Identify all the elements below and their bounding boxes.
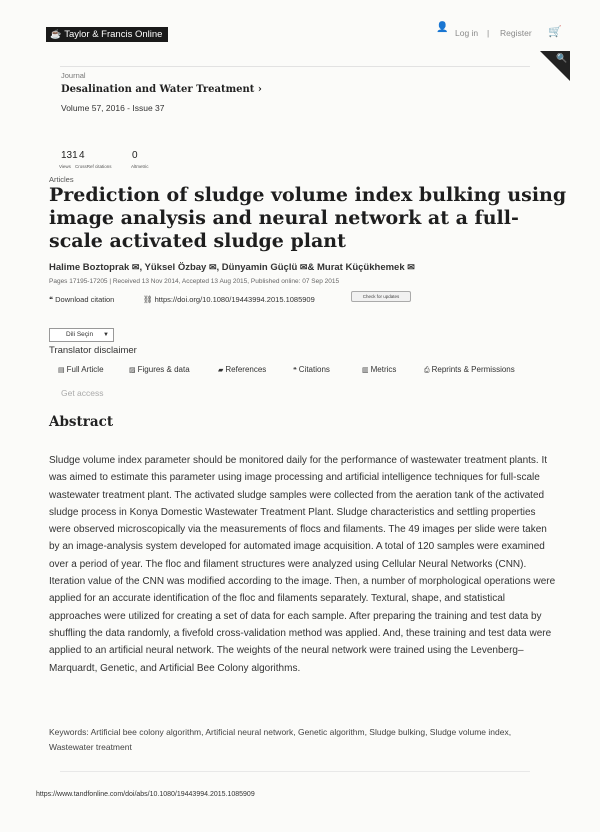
author-ampersand: & bbox=[307, 262, 315, 273]
journal-name-link[interactable]: Desalination and Water Treatment › bbox=[61, 84, 262, 95]
pages-dates: Pages 17195-17205 | Received 13 Nov 2014, Accepted 13 Aug 2015, Published online: 07 Sep 2015 bbox=[49, 278, 340, 285]
image-icon: ▨ bbox=[129, 367, 136, 374]
keywords: Keywords: Artificial bee colony algorithm, Artificial neural network, Genetic algorithm, Sludge bulking, Sludge volume index, Wastewater treatment bbox=[49, 727, 512, 752]
search-icon[interactable]: 🔍 bbox=[556, 53, 568, 63]
printer-icon: ⎙ bbox=[424, 367, 430, 374]
bar-chart-icon: ▥ bbox=[362, 367, 369, 374]
get-access-link[interactable]: Get access bbox=[61, 388, 104, 398]
check-for-updates-button[interactable]: Check for updates bbox=[351, 291, 411, 302]
doi-text: https://doi.org/10.1080/19443994.2015.1085909 bbox=[154, 295, 315, 304]
download-citation-link[interactable] bbox=[49, 295, 114, 304]
header-separator: | bbox=[487, 28, 490, 38]
author-list bbox=[49, 262, 415, 273]
tab-label: Reprints & Permissions bbox=[431, 365, 515, 374]
tab-full-article[interactable] bbox=[58, 365, 104, 374]
volume-issue-link[interactable]: Volume 57, 2016 - Issue 37 bbox=[61, 103, 165, 113]
translator-disclaimer-link[interactable]: Translator disclaimer bbox=[49, 345, 137, 356]
envelope-icon[interactable]: ✉ bbox=[407, 262, 415, 272]
crossref-label: CrossRef citations bbox=[75, 164, 112, 169]
tab-label: Metrics bbox=[370, 365, 397, 374]
article-title: Prediction of sludge volume index bulking using image analysis and neural network at a full-scale activated sludge plant bbox=[49, 184, 567, 252]
tab-reprints-permissions[interactable] bbox=[424, 365, 515, 375]
envelope-icon[interactable]: ✉ bbox=[131, 262, 140, 272]
doi-link[interactable] bbox=[143, 295, 315, 304]
abstract-heading: Abstract bbox=[49, 414, 114, 430]
tab-references[interactable] bbox=[218, 365, 266, 374]
link-icon: ⛓ bbox=[143, 295, 153, 304]
crossref-count[interactable]: 4 bbox=[79, 150, 85, 161]
journal-label: Journal bbox=[61, 71, 86, 80]
login-link[interactable]: Log in bbox=[455, 28, 479, 38]
document-icon: ▤ bbox=[58, 367, 65, 374]
tab-label: Full Article bbox=[66, 365, 104, 374]
language-select-label: Dili Seçin bbox=[66, 331, 94, 338]
brand-name: Taylor & Francis Online bbox=[64, 29, 163, 40]
author-separator: , bbox=[139, 262, 143, 273]
tab-label: Citations bbox=[298, 365, 330, 374]
author-separator: , bbox=[216, 262, 220, 273]
abstract-body: Sludge volume index parameter should be monitored daily for the performance of wastewater treatment plants. It was aimed to estimate this parameter using image processing and artificial intelligence techniques for full-scale wastewater treatment plant. The activated sludge samples were collected from the aeration tank of the activated sludge process in Konya Domestic Wastewater Treatment Plant. Sludge characteristics and settling properties were observed microscopically via the measurements of flocs and filaments. The 49 images per slide were taken by an image-analysis system developed for automated image acquisition. A total of 120 samples were examined over a period of year. The floc and filament structures were analyzed using Cellular Neural Networks (CNN). Iteration value of the CNN was modified according to the image. Then, a number of morphological operations were applied for an accurate identification of the floc and filaments separately. Textural, shape, and statistical approaches were utilized for creating a set of data for each sample. After preparing the training and test data by shuffling the data randomly, a fivefold cross-validation method was applied. And, these training and test data were applied to an artificial neural network. The weights of the neural network were trained using the Levenberg–Marquardt, Genetic, and Artificial Bee Colony algorithms. bbox=[49, 455, 556, 674]
brand-logo[interactable] bbox=[46, 27, 168, 42]
language-select[interactable] bbox=[49, 328, 114, 342]
teapot-logo-icon: ☕ bbox=[50, 29, 62, 39]
tab-label: References bbox=[225, 365, 267, 374]
tab-citations[interactable] bbox=[293, 365, 330, 374]
download-citation-label: Download citation bbox=[55, 295, 115, 304]
quote-icon: ❝ bbox=[49, 295, 54, 304]
altmetric-label: Altmetric bbox=[131, 164, 149, 169]
article-type: Articles bbox=[49, 175, 74, 184]
book-icon: ▰ bbox=[218, 367, 224, 374]
dropdown-arrow-icon: ▼ bbox=[103, 332, 109, 338]
author-link[interactable]: Halime Boztoprak bbox=[49, 262, 130, 273]
views-count: 131 bbox=[61, 150, 78, 161]
author-link[interactable]: Murat Küçükhemek bbox=[316, 262, 405, 273]
author-link[interactable]: Yüksel Özbay bbox=[144, 262, 207, 273]
footer-url: https://www.tandfonline.com/doi/abs/10.1080/19443994.2015.1085909 bbox=[36, 791, 255, 798]
author-link[interactable]: Dünyamin Güçlü bbox=[221, 262, 298, 273]
envelope-icon[interactable]: ✉ bbox=[208, 262, 217, 272]
views-label: Views bbox=[59, 164, 71, 169]
register-link[interactable]: Register bbox=[500, 28, 532, 38]
tab-metrics[interactable] bbox=[362, 365, 396, 374]
footer-divider bbox=[60, 771, 530, 772]
header-divider bbox=[60, 66, 530, 67]
altmetric-count[interactable]: 0 bbox=[132, 150, 138, 161]
tab-label: Figures & data bbox=[137, 365, 190, 374]
tab-figures-data[interactable] bbox=[129, 365, 190, 374]
user-icon[interactable]: 👤 bbox=[436, 22, 449, 33]
quote-icon: ❝ bbox=[293, 367, 297, 374]
envelope-icon[interactable]: ✉ bbox=[299, 262, 308, 272]
cart-icon[interactable]: 🛒 bbox=[548, 26, 562, 38]
